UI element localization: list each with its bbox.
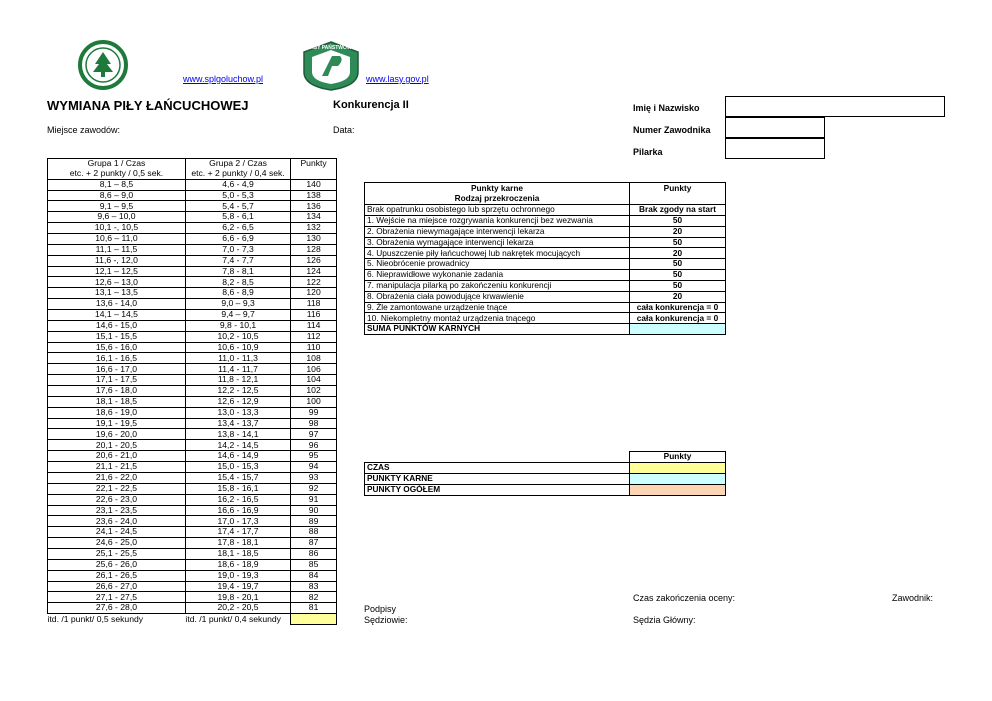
score-points: 87 [291, 538, 337, 549]
score-group2-time: 11,8 - 12,1 [185, 375, 290, 386]
penalty-points: 20 [630, 291, 726, 302]
penalty-points: Brak zgody na start [630, 205, 726, 216]
table-row [48, 190, 337, 201]
score-points: 81 [291, 603, 337, 614]
penalty-description: 10. Niekompletny montaż urządzenia tnącego [365, 313, 630, 324]
score-points: 83 [291, 581, 337, 592]
score-group1-time: 13,6 - 14,0 [48, 299, 186, 310]
saw-label: Pilarka [633, 147, 663, 157]
penalty-table-wrap [364, 182, 726, 335]
date-label: Data: [333, 125, 355, 135]
table-row [48, 353, 337, 364]
table-row [48, 472, 337, 483]
penalty-description: 6. Nieprawidłowe wykonanie zadania [365, 270, 630, 281]
table-row [48, 331, 337, 342]
score-group1-time: 19,1 - 19,5 [48, 418, 186, 429]
score-group1-time: 27,1 - 27,5 [48, 592, 186, 603]
penalty-title [365, 183, 630, 205]
score-group1-time: 10,1 -, 10,5 [48, 223, 186, 234]
score-header-group2: etc. + 2 punkty / 0,4 sek. [185, 169, 290, 179]
table-row [48, 255, 337, 266]
score-group1-time: 17,1 - 17,5 [48, 375, 186, 386]
table-row [48, 299, 337, 310]
score-group2-time: 12,2 - 12,5 [185, 386, 290, 397]
score-group1-time: 15,1 - 15,5 [48, 331, 186, 342]
score-group2-time: 19,0 - 19,3 [185, 570, 290, 581]
score-group2-time: 13,4 - 13,7 [185, 418, 290, 429]
name-field[interactable] [725, 96, 945, 117]
score-group1-time: 12,1 – 12,5 [48, 266, 186, 277]
table-row [48, 451, 337, 462]
score-points: 114 [291, 320, 337, 331]
score-group2-time: 17,0 - 17,3 [185, 516, 290, 527]
penalty-description: Brak opatrunku osobistego lub sprzętu ochronnego [365, 205, 630, 216]
table-row [48, 364, 337, 375]
score-points: 82 [291, 592, 337, 603]
lasy-link[interactable]: www.lasy.gov.pl [366, 74, 429, 84]
score-group1-time: 20,1 - 20,5 [48, 440, 186, 451]
score-group2-time: 17,4 - 17,7 [185, 527, 290, 538]
chief-judge-label: Sędzia Główny: [633, 615, 696, 625]
score-group2-time: 11,4 - 11,7 [185, 364, 290, 375]
score-header-row [48, 169, 337, 179]
score-points: 93 [291, 472, 337, 483]
score-group2-time: 16,2 - 16,5 [185, 494, 290, 505]
score-group1-time: 11,6 -, 12,0 [48, 255, 186, 266]
end-time-label: Czas zakończenia oceny: [633, 593, 736, 603]
score-group2-time: 6,6 - 6,9 [185, 234, 290, 245]
competitor-label: Zawodnik: [892, 593, 934, 603]
penalty-description: 2. Obrażenia niewymagające interwencji lekarza [365, 226, 630, 237]
score-group2-time: 8,6 - 8,9 [185, 288, 290, 299]
score-points: 84 [291, 570, 337, 581]
score-points: 122 [291, 277, 337, 288]
penalty-points: 20 [630, 248, 726, 259]
score-group1-time: 27,6 - 28,0 [48, 603, 186, 614]
score-points: 86 [291, 548, 337, 559]
table-row [365, 280, 726, 291]
penalty-points: cała konkurencja = 0 [630, 313, 726, 324]
penalty-description: 5. Nieobrócenie prowadnicy [365, 259, 630, 270]
score-group2-time: 6,2 - 6,5 [185, 223, 290, 234]
score-points: 128 [291, 244, 337, 255]
score-result-cell[interactable] [291, 614, 337, 625]
score-group2-time: 15,0 - 15,3 [185, 462, 290, 473]
score-group2-time: 12,6 - 12,9 [185, 396, 290, 407]
score-group2-time: 10,6 - 10,9 [185, 342, 290, 353]
penalty-points: 50 [630, 270, 726, 281]
score-header-group2: Grupa 2 / Czas [185, 159, 290, 169]
penalty-points: 50 [630, 280, 726, 291]
table-row [48, 548, 337, 559]
table-row [48, 234, 337, 245]
score-points: 116 [291, 310, 337, 321]
score-group1-time: 23,6 - 24,0 [48, 516, 186, 527]
table-row [48, 342, 337, 353]
penalty-description: 1. Wejście na miejsce rozgrywania konkurencji bez wezwania [365, 215, 630, 226]
penalty-description: 7. manipulacja pilarką po zakończeniu konkurencji [365, 280, 630, 291]
lasy-logo-ring-text: LASY PAŃSTWOWE [307, 45, 355, 51]
table-row [48, 516, 337, 527]
competition-title: Konkurencja II [333, 99, 409, 111]
score-group1-time: 26,1 - 26,5 [48, 570, 186, 581]
score-group1-time: 17,6 - 18,0 [48, 386, 186, 397]
penalty-points: 50 [630, 237, 726, 248]
score-group2-time: 18,6 - 18,9 [185, 559, 290, 570]
summary-total-label: PUNKTY OGÓŁEM [365, 485, 630, 496]
score-points: 108 [291, 353, 337, 364]
table-row [48, 201, 337, 212]
table-row [48, 288, 337, 299]
table-row [365, 248, 726, 259]
penalty-points: 20 [630, 226, 726, 237]
table-row [48, 223, 337, 234]
number-label: Numer Zawodnika [633, 125, 711, 135]
score-group2-time: 7,0 - 7,3 [185, 244, 290, 255]
score-group2-time: 15,4 - 15,7 [185, 472, 290, 483]
score-group1-time: 18,1 - 18,5 [48, 396, 186, 407]
lasy-panstwowe-logo [300, 40, 362, 92]
score-footer-group2: itd. /1 punkt/ 0,4 sekundy [185, 613, 281, 624]
score-group1-time: 25,1 - 25,5 [48, 548, 186, 559]
score-group2-time: 14,2 - 14,5 [185, 440, 290, 451]
score-points: 98 [291, 418, 337, 429]
penalty-description: 4. Upuszczenie piły łańcuchowej lub nakrętek mocujących [365, 248, 630, 259]
score-group1-time: 24,1 - 24,5 [48, 527, 186, 538]
score-points: 110 [291, 342, 337, 353]
score-table [47, 158, 337, 625]
table-row [48, 212, 337, 223]
score-group1-time: 21,6 - 22,0 [48, 472, 186, 483]
score-group1-time: 10,6 – 11,0 [48, 234, 186, 245]
table-row [48, 538, 337, 549]
score-points: 85 [291, 559, 337, 570]
number-field[interactable] [725, 117, 825, 138]
penalty-description: 8. Obrażenia ciała powodujące krwawienie [365, 291, 630, 302]
penalty-points: 50 [630, 259, 726, 270]
score-points: 91 [291, 494, 337, 505]
summary-time-label: CZAS [365, 463, 630, 474]
table-row [365, 302, 726, 313]
penalty-table [364, 182, 726, 335]
score-group1-time: 20,6 - 21,0 [48, 451, 186, 462]
name-label: Imię i Nazwisko [633, 103, 700, 113]
score-group1-time: 14,6 - 15,0 [48, 320, 186, 331]
score-group1-time: 15,6 - 16,0 [48, 342, 186, 353]
table-row [48, 494, 337, 505]
table-row [48, 462, 337, 473]
summary-total-value[interactable] [630, 485, 726, 496]
penalty-description: 9. Źle zamontowane urządzenie tnące [365, 302, 630, 313]
score-group2-time: 7,8 - 8,1 [185, 266, 290, 277]
score-points: 95 [291, 451, 337, 462]
score-group2-time: 7,4 - 7,7 [185, 255, 290, 266]
score-group2-time: 5,4 - 5,7 [185, 201, 290, 212]
score-group2-time: 11,0 - 11,3 [185, 353, 290, 364]
score-group1-time: 11,1 – 11,5 [48, 244, 186, 255]
score-points: 138 [291, 190, 337, 201]
table-row [48, 386, 337, 397]
score-group1-time: 16,1 - 16,5 [48, 353, 186, 364]
table-row [48, 418, 337, 429]
penalty-points-header: Punkty [630, 183, 726, 205]
score-points: 92 [291, 483, 337, 494]
table-row [365, 291, 726, 302]
place-label: Miejsce zawodów: [47, 125, 121, 135]
table-row [48, 396, 337, 407]
score-header-points [291, 169, 337, 179]
summary-time-value[interactable] [630, 463, 726, 474]
table-row [48, 244, 337, 255]
table-row [48, 505, 337, 516]
score-points: 132 [291, 223, 337, 234]
score-group1-time: 19,6 - 20,0 [48, 429, 186, 440]
score-points: 96 [291, 440, 337, 451]
score-header-points: Punkty [291, 159, 337, 169]
table-row [48, 266, 337, 277]
score-points: 130 [291, 234, 337, 245]
score-header-group1: Grupa 1 / Czas [48, 159, 186, 169]
score-points: 120 [291, 288, 337, 299]
score-table-wrap [47, 158, 337, 625]
summary-table [364, 451, 726, 496]
score-points: 106 [291, 364, 337, 375]
score-points: 89 [291, 516, 337, 527]
table-row [48, 559, 337, 570]
table-row [365, 205, 726, 216]
score-group1-time: 26,6 - 27,0 [48, 581, 186, 592]
penalty-points: cała konkurencja = 0 [630, 302, 726, 313]
score-group2-time: 9,8 - 10,1 [185, 320, 290, 331]
score-group1-time: 9,1 – 9,5 [48, 201, 186, 212]
table-row [48, 277, 337, 288]
table-row [48, 483, 337, 494]
score-group2-time: 10,2 - 10,5 [185, 331, 290, 342]
score-footer-row [48, 614, 337, 625]
score-group2-time: 13,8 - 14,1 [185, 429, 290, 440]
score-points: 134 [291, 212, 337, 223]
score-group2-time: 20,2 - 20,5 [185, 603, 290, 614]
score-group2-time: 13,0 - 13,3 [185, 407, 290, 418]
score-group1-time: 25,6 - 26,0 [48, 559, 186, 570]
score-points: 100 [291, 396, 337, 407]
score-group1-time: 22,1 - 22,5 [48, 483, 186, 494]
judges-label: Sędziowie: [364, 615, 408, 625]
table-row [48, 407, 337, 418]
summary-penalty-label: PUNKTY KARNE [365, 474, 630, 485]
score-group1-time: 8,1 – 8,5 [48, 179, 186, 190]
score-points: 124 [291, 266, 337, 277]
table-row [48, 375, 337, 386]
score-group2-time: 19,8 - 20,1 [185, 592, 290, 603]
score-group2-time: 5,0 - 5,3 [185, 190, 290, 201]
table-row [48, 429, 337, 440]
penalty-title-line2: Rodzaj przekroczenia [454, 192, 540, 203]
page-title: WYMIANA PIŁY ŁAŃCUCHOWEJ [47, 98, 249, 113]
score-group2-time: 5,8 - 6,1 [185, 212, 290, 223]
table-row [48, 440, 337, 451]
penalty-sum-label: SUMA PUNKTÓW KARNYCH [365, 324, 630, 335]
score-group1-time: 16,6 - 17,0 [48, 364, 186, 375]
table-row [365, 215, 726, 226]
table-row [365, 226, 726, 237]
score-group1-time: 9,6 – 10,0 [48, 212, 186, 223]
table-row [48, 570, 337, 581]
penalty-description: 3. Obrażenia wymagające interwencji lekarza [365, 237, 630, 248]
score-group2-time: 9,0 – 9,3 [185, 299, 290, 310]
score-group2-time: 4,6 - 4,9 [185, 179, 290, 190]
score-group1-time: 21,1 - 21,5 [48, 462, 186, 473]
summary-points-header: Punkty [630, 452, 726, 463]
penalty-title-line1: Punkty karne [470, 183, 524, 193]
signatures-label: Podpisy [364, 604, 397, 614]
score-points: 112 [291, 331, 337, 342]
score-points: 136 [291, 201, 337, 212]
table-row [48, 310, 337, 321]
score-group2-time: 16,6 - 16,9 [185, 505, 290, 516]
score-group1-time: 23,1 - 23,5 [48, 505, 186, 516]
score-points: 94 [291, 462, 337, 473]
penalty-points: 50 [630, 215, 726, 226]
table-row [48, 527, 337, 538]
score-header-group1: etc. + 2 punkty / 0,5 sek. [48, 169, 186, 179]
score-footer-group1: itd. /1 punkt/ 0,5 sekundy [47, 613, 144, 624]
score-points: 118 [291, 299, 337, 310]
score-points: 104 [291, 375, 337, 386]
score-points: 90 [291, 505, 337, 516]
table-row [48, 603, 337, 614]
score-group1-time: 8,6 – 9,0 [48, 190, 186, 201]
score-points: 88 [291, 527, 337, 538]
table-row [365, 237, 726, 248]
score-group2-time: 14,6 - 14,9 [185, 451, 290, 462]
score-group1-time: 24,6 - 25,0 [48, 538, 186, 549]
score-group1-time: 14,1 – 14,5 [48, 310, 186, 321]
score-points: 97 [291, 429, 337, 440]
score-points: 140 [291, 179, 337, 190]
penalty-sum-value[interactable] [630, 324, 726, 335]
score-group1-time: 12,6 – 13,0 [48, 277, 186, 288]
splgoluchow-logo [78, 40, 128, 90]
saw-field[interactable] [725, 138, 825, 159]
score-group1-time: 18,6 - 19,0 [48, 407, 186, 418]
table-row [365, 270, 726, 281]
summary-spacer [365, 452, 630, 463]
score-group2-time: 18,1 - 18,5 [185, 548, 290, 559]
score-group2-time: 15,8 - 16,1 [185, 483, 290, 494]
score-points: 99 [291, 407, 337, 418]
score-group2-time: 8,2 - 8,5 [185, 277, 290, 288]
table-row [48, 179, 337, 190]
score-group2-time: 17,8 - 18,1 [185, 538, 290, 549]
table-row [48, 320, 337, 331]
summary-penalty-value[interactable] [630, 474, 726, 485]
score-points: 102 [291, 386, 337, 397]
score-group1-time: 22,6 - 23,0 [48, 494, 186, 505]
table-row [48, 592, 337, 603]
score-points: 126 [291, 255, 337, 266]
score-group2-time: 9,4 – 9,7 [185, 310, 290, 321]
summary-table-wrap [364, 451, 726, 496]
score-group1-time: 13,1 – 13,5 [48, 288, 186, 299]
score-group2-time: 19,4 - 19,7 [185, 581, 290, 592]
table-row [48, 581, 337, 592]
splgoluchow-link[interactable]: www.splgoluchow.pl [183, 74, 264, 84]
table-row [365, 259, 726, 270]
